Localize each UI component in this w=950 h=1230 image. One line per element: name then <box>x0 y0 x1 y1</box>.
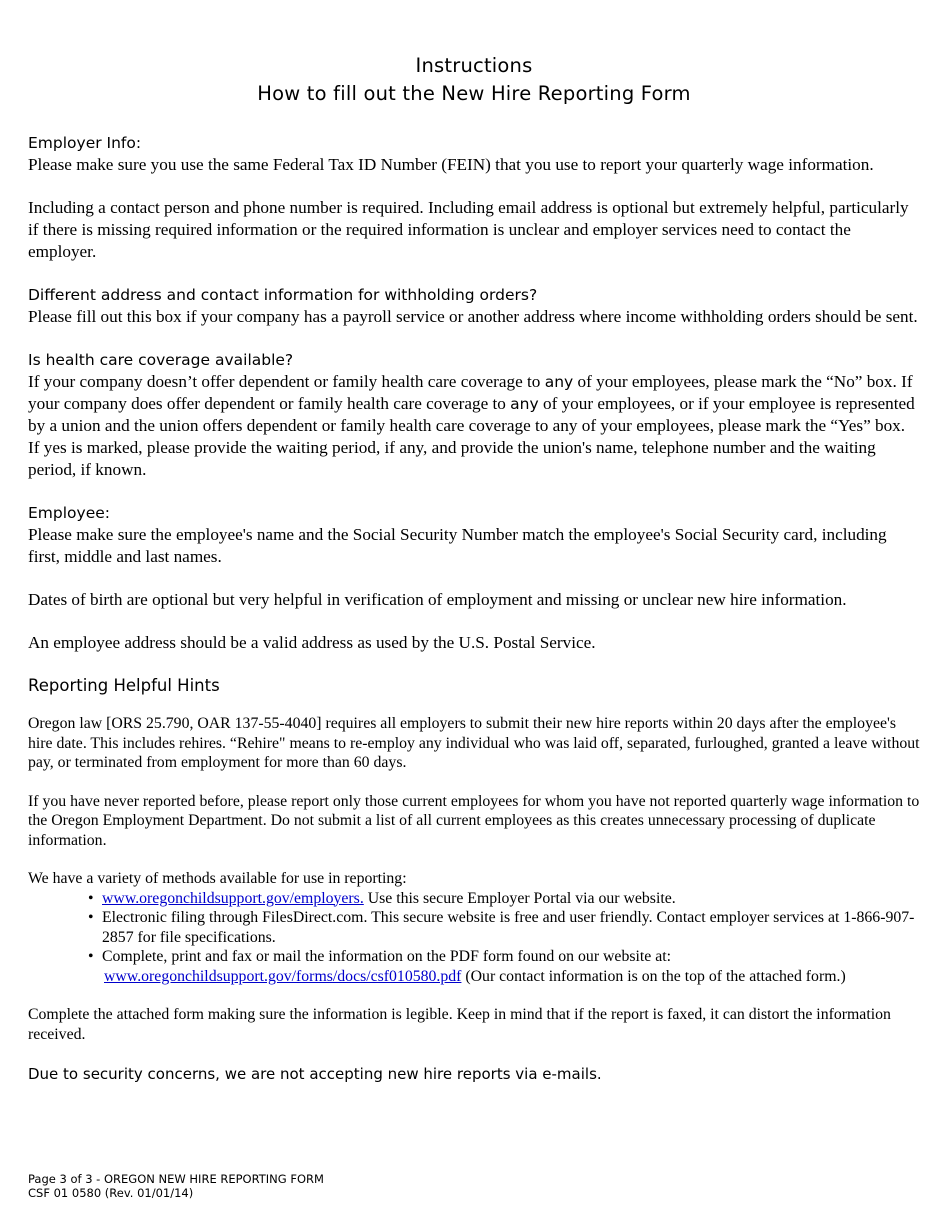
withholding-section <box>28 284 920 328</box>
security-note: Due to security concerns, we are not accepting new hire reports via e-mails. <box>28 1065 602 1083</box>
emphasis-any: any <box>544 373 574 391</box>
bullet-icon: • <box>88 889 94 907</box>
employee-paragraph-2: Dates of birth are optional but very helpful in verification of employment and missing or unclear new hire information. <box>28 590 847 609</box>
footer-form-id: CSF 01 0580 (Rev. 01/01/14) <box>28 1186 194 1200</box>
helpful-hints-heading: Reporting Helpful Hints <box>28 676 220 695</box>
page-title: Instructions <box>415 54 533 77</box>
employee-paragraph-1: Please make sure the employee's name and the Social Security Number match the employee's Social Security card, including first, middle and last names. <box>28 525 887 566</box>
methods-intro: We have a variety of methods available for use in reporting: <box>28 870 407 887</box>
footer-page-info: Page 3 of 3 - OREGON NEW HIRE REPORTING FORM <box>28 1172 324 1186</box>
page-subtitle: How to fill out the New Hire Reporting Form <box>257 82 691 105</box>
methods-list <box>28 889 920 987</box>
hints-paragraph-3: Complete the attached form making sure the information is legible. Keep in mind that if the report is faxed, it can distort the information received. <box>28 1006 891 1043</box>
title-block <box>28 52 920 108</box>
withholding-paragraph: Please fill out this box if your company has a payroll service or another address where income withholding orders should be sent. <box>28 307 918 326</box>
emphasis-any: any <box>510 395 539 413</box>
helpful-hints-section <box>28 675 920 1085</box>
list-item: • Electronic filing through FilesDirect.com. This secure website is free and user friendly. Contact employer services at 1-866-907-2857 for file specifications. <box>88 909 915 946</box>
pdf-form-link[interactable]: www.oregonchildsupport.gov/forms/docs/csf010580.pdf <box>104 967 462 985</box>
employee-section <box>28 502 920 654</box>
withholding-heading: Different address and contact information for withholding orders? <box>28 286 538 304</box>
health-care-paragraph: If your company doesn’t offer dependent or family health care coverage to any of your employees, please mark the “No” box. If your company does offer dependent or family health care coverage to any of your employees, or if your employee is represented by a union and the union offers dependent or family health care coverage to any of your employees, please mark the “Yes” box. If yes is marked, please provide the waiting period, if any, and provide the union's name, telephone number and the waiting period, if known. <box>28 372 915 479</box>
employee-heading: Employee: <box>28 504 110 522</box>
instructions-page <box>28 52 920 1085</box>
page-footer <box>28 1172 324 1200</box>
employer-info-paragraph-2: Including a contact person and phone number is required. Including email address is optional but extremely helpful, particularly if there is missing required information or the required information is unclear and employer services need to contact the employer. <box>28 198 909 261</box>
employer-portal-link[interactable]: www.oregonchildsupport.gov/employers. <box>102 889 364 907</box>
list-item: • www.oregonchildsupport.gov/employers. Use this secure Employer Portal via our website. <box>88 889 676 907</box>
bullet-icon: • <box>88 909 94 926</box>
hints-paragraph-2: If you have never reported before, please report only those current employees for whom you have not reported quarterly wage information to the Oregon Employment Department. Do not submit a list of all current employees as this creates unnecessary processing of duplicate information. <box>28 792 920 849</box>
employer-info-paragraph-1: Please make sure you use the same Federal Tax ID Number (FEIN) that you use to report your quarterly wage information. <box>28 155 874 174</box>
health-care-section <box>28 349 920 481</box>
employee-paragraph-3: An employee address should be a valid address as used by the U.S. Postal Service. <box>28 633 596 652</box>
health-care-heading: Is health care coverage available? <box>28 351 294 369</box>
bullet-icon: • <box>88 948 94 965</box>
employer-info-section <box>28 132 920 263</box>
list-item: • Complete, print and fax or mail the information on the PDF form found on our website at: www.oregonchildsupport.gov/forms/docs/csf010580.pdf (Our contact information is on the top of the attached form.) <box>88 948 846 985</box>
hints-paragraph-1: Oregon law [ORS 25.790, OAR 137-55-4040] requires all employers to submit their new hire reports within 20 days after the employee's hire date. This includes rehires. “Rehire" means to re-employ any individual who was laid off, separated, furloughed, granted a leave without pay, or terminated from employment for more than 60 days. <box>28 715 920 771</box>
employer-info-heading: Employer Info: <box>28 134 142 152</box>
